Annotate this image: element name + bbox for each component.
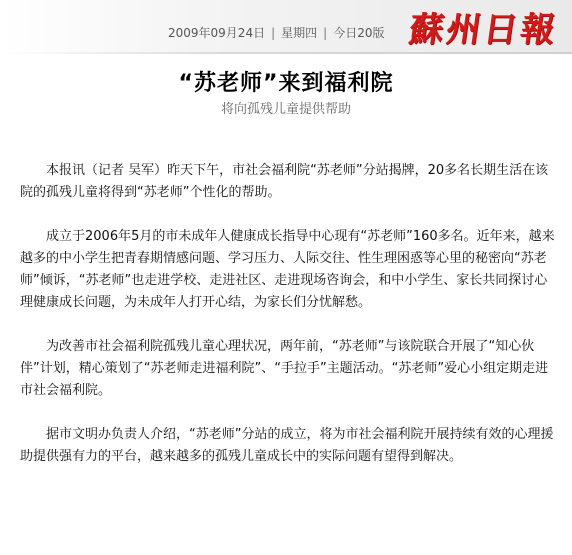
article-paragraph: 成立于2006年5月的市未成年人健康成长指导中心现有“苏老师”160多名。近年来，越来越多的中小学生把青春期情感问题、学习压力、人际交往、性生理困惑等心里的秘密向“苏老师”倾诉，“苏老师”也走进学校、走进社区、走进现场咨询会，和中小学生、家长共同探讨心理健康成长问题，为未成年人打开心结，为家长们分忧解愁。 — [20, 229, 555, 310]
article-paragraph: 为改善市社会福利院孤残儿童心理状况，两年前，“苏老师”与该院联合开展了“知心伙伴”计划，精心策划了“苏老师走进福利院”、“手拉手”主题活动。“苏老师”爱心小组定期走进市社会福利院。 — [20, 339, 549, 398]
article-paragraph: 本报讯（记者 吴军）昨天下午，市社会福利院“苏老师”分站揭牌，20多名长期生活在该院的孤残儿童将得到“苏老师”个性化的帮助。 — [20, 163, 549, 200]
separator: | — [271, 26, 276, 40]
header-divider — [0, 52, 572, 54]
article-body — [20, 160, 560, 490]
newspaper-masthead-logo: 蘇州日報 — [406, 10, 561, 50]
issue-edition: 今日20版 — [333, 26, 385, 40]
article-title: “苏老师”来到福利院 — [178, 71, 394, 96]
article-subtitle: 将向孤残儿童提供帮助 — [220, 102, 351, 117]
separator: | — [323, 26, 328, 40]
header-bar — [0, 0, 572, 52]
issue-info — [168, 24, 384, 41]
article-paragraph: 据市文明办负责人介绍，“苏老师”分站的成立，将为市社会福利院开展持续有效的心理援助提供强有力的平台，越来越多的孤残儿童成长中的实际问题有望得到解决。 — [20, 427, 554, 464]
issue-weekday: 星期四 — [281, 26, 318, 40]
issue-date: 2009年09月24日 — [168, 26, 266, 40]
